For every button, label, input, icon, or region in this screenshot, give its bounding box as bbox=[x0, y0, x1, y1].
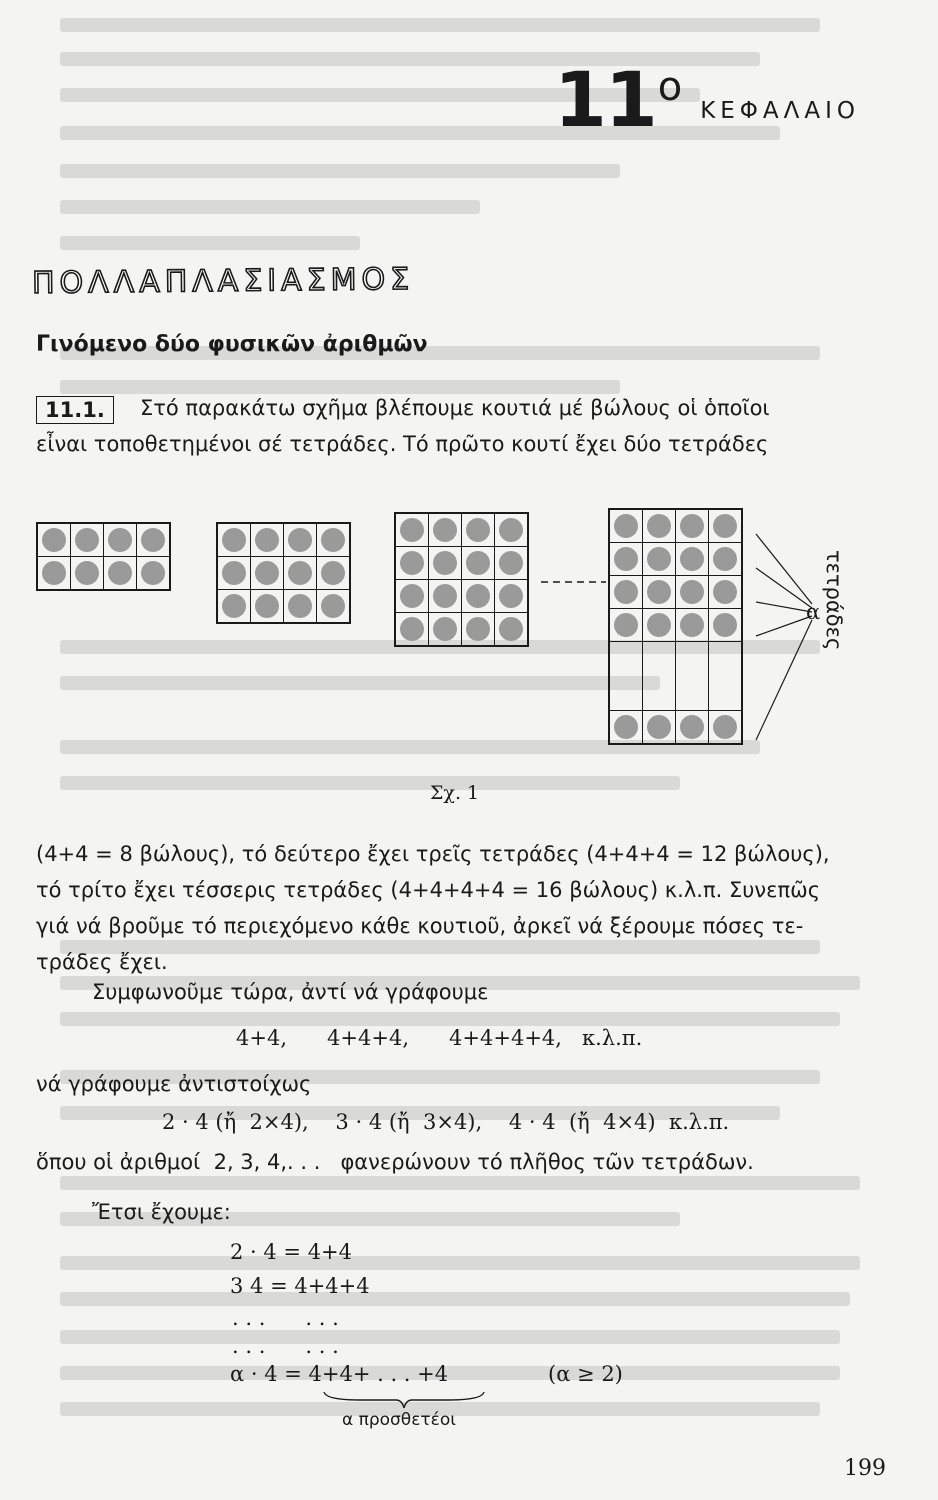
paragraph-line: νά γράφουμε ἀντιστοίχως bbox=[36, 1072, 312, 1096]
ball bbox=[647, 514, 671, 538]
products-line: 2 · 4 (ἤ 2×4), 3 · 4 (ἤ 3×4), 4 · 4 (ἤ 4×4) κ.λ.π. bbox=[162, 1110, 730, 1134]
ball bbox=[680, 613, 704, 637]
ball bbox=[614, 547, 638, 571]
ball bbox=[713, 715, 737, 739]
ball bbox=[680, 715, 704, 739]
ball bbox=[614, 580, 638, 604]
sums-line: 4+4, 4+4+4, 4+4+4+4, κ.λ.π. bbox=[236, 1026, 643, 1050]
ball bbox=[713, 613, 737, 637]
figure-boxes bbox=[36, 508, 886, 808]
intro-line-1: Στό παρακάτω σχῆμα βλέπουμε κουτιά μέ βώλους οἱ ὁποῖοι bbox=[140, 396, 770, 420]
alpha-label: α bbox=[806, 600, 821, 624]
paragraph-line: ὅπου οἱ ἀριθμοί 2, 3, 4,. . . φανερώνουν τό πλῆθος τῶν τετράδων. bbox=[36, 1150, 754, 1174]
paragraph-line: Ἔτσι ἔχουμε: bbox=[92, 1200, 231, 1224]
chapter-heading bbox=[553, 55, 860, 144]
figure-lines bbox=[36, 508, 886, 808]
equation-3: 3 4 = 4+4+4 bbox=[230, 1274, 370, 1298]
ball bbox=[713, 547, 737, 571]
ball bbox=[680, 514, 704, 538]
ball bbox=[647, 715, 671, 739]
ball bbox=[680, 547, 704, 571]
intro-line-2: εἶναι τοποθετημένοι σέ τετράδες. Τό πρῶτο κουτί ἔχει δύο τετράδες bbox=[36, 432, 769, 456]
equation-2: 2 · 4 = 4+4 bbox=[230, 1240, 353, 1264]
section-subtitle: Γινόμενο δύο φυσικῶν ἀριθμῶν bbox=[36, 332, 428, 357]
brace-line bbox=[756, 616, 812, 636]
chapter-number: 11 bbox=[553, 55, 656, 144]
ball bbox=[614, 715, 638, 739]
paragraph-line: γιά νά βροῦμε τό περιεχόμενο κάθε κουτιοῦ, ἀρκεῖ νά ξέρουμε πόσες τε- bbox=[36, 914, 804, 938]
underbrace bbox=[320, 1390, 490, 1412]
paragraph-line: (4+4 = 8 βώλους), τό δεύτερο ἔχει τρεῖς τετράδες (4+4+4 = 12 βώλους), bbox=[36, 842, 830, 866]
ball bbox=[614, 613, 638, 637]
paragraph-line: τό τρίτο ἔχει τέσσερις τετράδες (4+4+4+4 = 16 βώλους) κ.λ.π. Συνεπῶς bbox=[36, 878, 821, 902]
ellipsis-row: . . . . . . bbox=[232, 1306, 339, 1330]
figure-caption: Σχ. 1 bbox=[430, 782, 480, 804]
chapter-word: ΚΕΦΑΛΑΙΟ bbox=[700, 98, 860, 124]
brace-line bbox=[756, 602, 812, 612]
brace-line bbox=[756, 620, 812, 740]
paragraph-line: τράδες ἔχει. bbox=[36, 950, 168, 974]
ball bbox=[713, 514, 737, 538]
equation-alpha: α · 4 = 4+4+ . . . +4 bbox=[230, 1362, 449, 1386]
paragraph-line: Συμφωνοῦμε τώρα, ἀντί νά γράφουμε bbox=[92, 980, 489, 1004]
tetrades-label: τετράδες bbox=[822, 550, 846, 651]
alpha-condition: (α ≥ 2) bbox=[548, 1362, 623, 1386]
page-title: ΠΟΛΛΑΠΛΑΣΙΑΣΜΟΣ bbox=[31, 262, 415, 301]
chapter-degree: ο bbox=[657, 64, 683, 110]
ellipsis-row: . . . . . . bbox=[232, 1334, 339, 1358]
box-alpha-fours bbox=[608, 508, 743, 745]
brace-line bbox=[756, 534, 812, 604]
ball bbox=[713, 580, 737, 604]
paragraph-number: 11.1. bbox=[36, 396, 114, 424]
ball bbox=[647, 547, 671, 571]
page-number: 199 bbox=[844, 1456, 886, 1481]
ball bbox=[614, 514, 638, 538]
addends-label: α προσθετέοι bbox=[342, 1410, 456, 1430]
ball bbox=[680, 580, 704, 604]
ball bbox=[647, 613, 671, 637]
brace-line bbox=[756, 568, 812, 608]
ball bbox=[647, 580, 671, 604]
